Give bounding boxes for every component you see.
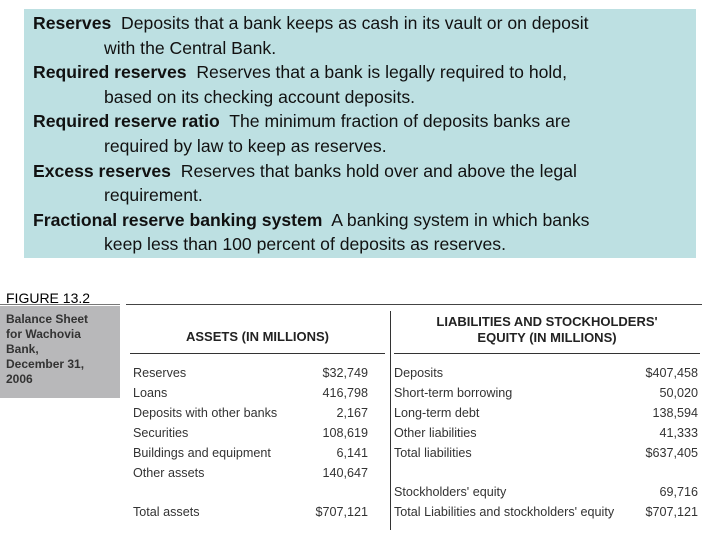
liabilities-header-rule — [394, 353, 700, 354]
definition-term: Fractional reserve banking system — [33, 209, 323, 230]
equity-value: 69,716 — [659, 485, 698, 499]
definition-term: Excess reserves — [33, 160, 171, 181]
liabilities-header — [392, 314, 702, 346]
total-liabilities-equity-label: Total Liabilities and stockholders' equity — [394, 505, 615, 519]
definition-fractional-reserve-banking — [33, 208, 696, 257]
liability-label: Other liabilities — [394, 426, 477, 440]
total-assets-label: Total assets — [133, 505, 200, 519]
balance-sheet-column-divider — [390, 311, 391, 530]
liabilities-header-line: LIABILITIES AND STOCKHOLDERS' — [436, 314, 658, 329]
definition-excess-reserves — [33, 159, 696, 208]
asset-value: 108,619 — [322, 426, 368, 440]
liability-label: Total liabilities — [394, 446, 472, 460]
liability-value: 50,020 — [659, 386, 698, 400]
asset-value: 140,647 — [322, 466, 368, 480]
caption-line: Balance Sheet — [6, 312, 89, 326]
equity-label: Stockholders' equity — [394, 485, 507, 499]
total-liabilities-equity-value: $707,121 — [645, 505, 698, 519]
definition-text-continued: based on its checking account deposits. — [104, 86, 416, 107]
caption-line: for Wachovia — [6, 327, 81, 341]
asset-label: Other assets — [133, 466, 205, 480]
definition-text: A banking system in which banks — [331, 209, 590, 230]
definition-text-continued: required by law to keep as reserves. — [104, 135, 387, 156]
figure-label: FIGURE 13.2 — [6, 290, 91, 306]
definition-required-reserves — [33, 60, 696, 109]
asset-label: Deposits with other banks — [133, 406, 278, 420]
definition-text: Reserves that banks hold over and above the legal — [180, 160, 577, 181]
assets-header-rule — [130, 353, 385, 354]
liability-label: Long-term debt — [394, 406, 480, 420]
total-assets-value: $707,121 — [315, 505, 368, 519]
definition-text-continued: with the Central Bank. — [104, 37, 277, 58]
definition-text: Reserves that a bank is legally required to hold, — [196, 62, 567, 83]
asset-value: 416,798 — [322, 386, 368, 400]
definition-term: Required reserves — [33, 62, 187, 83]
liability-value: 41,333 — [659, 426, 698, 440]
asset-label: Loans — [133, 386, 168, 400]
caption-line: Bank, — [6, 342, 39, 356]
caption-line: December 31, — [6, 357, 85, 371]
definitions-box — [24, 9, 696, 258]
asset-label: Buildings and equipment — [133, 446, 271, 460]
definition-text: Deposits that a bank keeps as cash in its vault or on deposit — [121, 13, 589, 33]
assets-header: ASSETS (IN MILLIONS) — [186, 329, 329, 344]
asset-label: Securities — [133, 426, 189, 440]
asset-value: 2,167 — [336, 406, 368, 420]
liability-value: 138,594 — [652, 406, 698, 420]
asset-value: 6,141 — [336, 446, 368, 460]
definition-text-continued: requirement. — [104, 185, 203, 206]
balance-sheet-top-rule — [126, 304, 702, 305]
liability-value: $637,405 — [645, 446, 698, 460]
definition-text-continued: keep less than 100 percent of deposits as reserves. — [104, 234, 506, 255]
asset-label: Reserves — [133, 366, 187, 380]
definition-term: Reserves — [33, 13, 112, 33]
definition-term: Required reserve ratio — [33, 111, 220, 132]
caption-line: 2006 — [6, 372, 33, 386]
asset-value: $32,749 — [322, 366, 368, 380]
liabilities-header-line: EQUITY (IN MILLIONS) — [477, 330, 617, 345]
figure-caption — [0, 306, 120, 398]
figure-divider — [0, 304, 120, 305]
definition-reserves — [33, 11, 696, 60]
definition-text: The minimum fraction of deposits banks are — [229, 111, 571, 132]
definition-required-reserve-ratio — [33, 109, 696, 158]
liability-value: $407,458 — [645, 366, 698, 380]
liability-label: Short-term borrowing — [394, 386, 513, 400]
liability-label: Deposits — [394, 366, 443, 380]
